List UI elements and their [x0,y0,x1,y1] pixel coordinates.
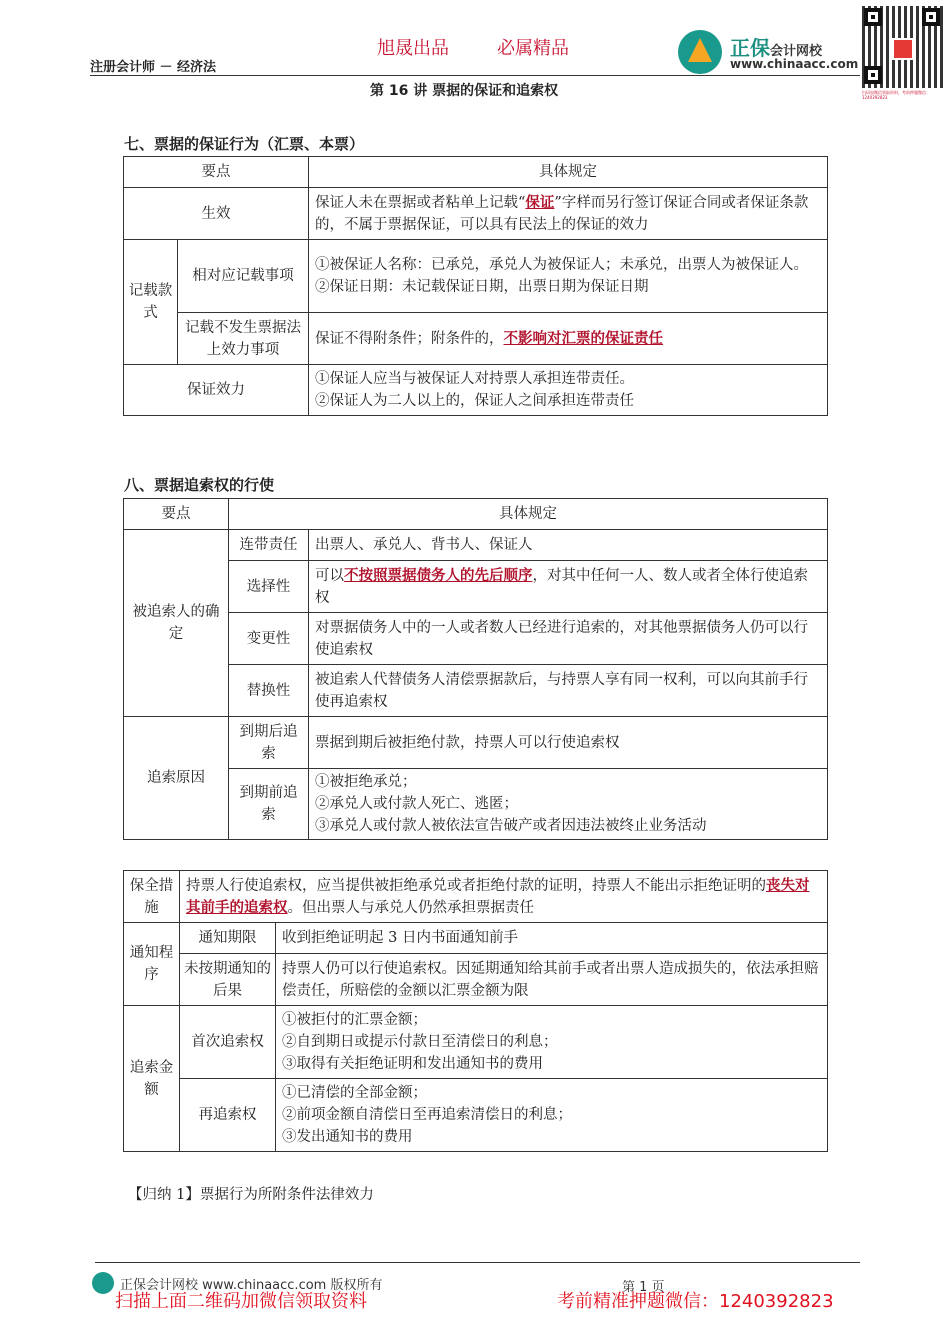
relative-label: 相对应记载事项 [178,240,309,313]
header-divider [90,75,860,76]
first-text: ①被拒付的汇票金额； ②自到期日或提示付款日至清偿日的利息； ③取得有关拒绝证明和发出通知书的费用 [276,1006,828,1079]
relative-text: ①被保证人名称：已承兑，承兑人为被保证人；未承兑，出票人为被保证人。 ②保证日期：未记载保证日期，出票日期为保证日期 [309,240,828,313]
recourse-table [123,498,828,840]
logo-url: www.chinaacc.com [730,57,859,71]
logo-triangle-icon [688,38,712,62]
qr-finder-icon [864,8,882,26]
preserve-text: 持票人行使追索权，应当提供被拒绝承兑或者拒绝付款的证明，持票人不能出示拒绝证明的丧失对其前手的追索权。但出票人与承兑人仍然承担票据责任 [180,871,828,923]
late-text: 持票人仍可以行使追索权。因延期通知给其前手或者出票人造成损失的，依法承担赔偿责任，所赔偿的金额以汇票金额为限 [276,954,828,1006]
change-text: 对票据债务人中的一人或者数人已经进行追索的，对其他票据债务人仍可以行使追索权 [309,613,828,665]
guarantee-effect-label: 保证效力 [124,365,309,416]
procedure-table [123,870,828,1152]
period-text: 收到拒绝证明起 3 日内书面通知前手 [276,923,828,954]
before-label: 到期前追索 [229,769,309,840]
summary-heading: 【归纳 1】票据行为所附条件法律效力 [128,1187,374,1203]
record-label: 记载款式 [124,240,178,365]
chinaacc-logo[interactable] [678,30,858,74]
noeffect-text: 保证不得附条件；附条件的，不影响对汇票的保证责任 [309,313,828,365]
effect-text: 保证人未在票据或者粘单上记载“保证”字样而另行签订保证合同或者保证条款的，不属于票据保证，可以具有民法上的保证的效力 [309,188,828,240]
replace-label: 替换性 [229,665,309,717]
amount-label: 追索金额 [124,1006,180,1152]
before-text: ①被拒绝承兑； ②承兑人或付款人死亡、逃匿； ③承兑人或付款人被依法宣告破产或者因违法被终止业务活动 [309,769,828,840]
select-label: 选择性 [229,561,309,613]
first-label: 首次追索权 [180,1006,276,1079]
after-label: 到期后追索 [229,717,309,769]
notice-label: 通知程序 [124,923,180,1006]
qr-finder-icon [864,66,882,84]
effect-label: 生效 [124,188,309,240]
lecture-title: 第 16 讲 票据的保证和追索权 [370,83,559,99]
footer-divider [95,1262,860,1263]
promo-left: 扫描上面二维码加微信领取资料 [115,1291,367,1312]
header-rule: 具体规定 [229,499,828,530]
section8-title: 八、票据追索权的行使 [124,476,275,494]
joint-text: 出票人、承兑人、背书人、保证人 [309,530,828,561]
re-text: ①已清偿的全部金额； ②前项金额自清偿日至再追索清偿日的利息； ③发出通知书的费用 [276,1079,828,1152]
guarantee-table [123,156,828,416]
qr-note: 扫码加微信领取资料，考前押题微信：1240392823 [862,90,930,100]
reason-label: 追索原因 [124,717,229,840]
select-text: 可以不按照票据债务人的先后顺序，对其中任何一人、数人或者全体行使追索权 [309,561,828,613]
page-number: 第 1 页 [622,1280,665,1295]
late-label: 未按期通知的后果 [180,954,276,1006]
footer-logo-icon [92,1272,114,1294]
change-label: 变更性 [229,613,309,665]
brand-right: 必属精品 [497,38,569,59]
joint-label: 连带责任 [229,530,309,561]
header-point: 要点 [124,157,309,188]
preserve-label: 保全措施 [124,871,180,923]
re-label: 再追索权 [180,1079,276,1152]
logo-name: 正保会计网校 [730,36,823,60]
guarantee-effect-text: ①保证人应当与被保证人对持票人承担连带责任。 ②保证人为二人以上的，保证人之间承担连带责任 [309,365,828,416]
replace-text: 被追索人代替债务人清偿票据款后，与持票人享有同一权利，可以向其前手行使再追索权 [309,665,828,717]
qr-center-logo-icon [892,38,914,60]
noeffect-label: 记载不发生票据法上效力事项 [178,313,309,365]
period-label: 通知期限 [180,923,276,954]
qr-finder-icon [922,8,940,26]
after-text: 票据到期后被拒绝付款，持票人可以行使追索权 [309,717,828,769]
brand-left: 旭晟出品 [377,38,449,59]
footer-copyright: 正保会计网校 www.chinaacc.com 版权所有 [120,1278,383,1293]
target-label: 被追索人的确定 [124,530,229,717]
promo-right: 考前精准押题微信：1240392823 [557,1291,834,1312]
header-point: 要点 [124,499,229,530]
section7-title: 七、票据的保证行为（汇票、本票） [124,135,365,153]
header-rule: 具体规定 [309,157,828,188]
course-name: 注册会计师 － 经济法 [90,60,217,75]
